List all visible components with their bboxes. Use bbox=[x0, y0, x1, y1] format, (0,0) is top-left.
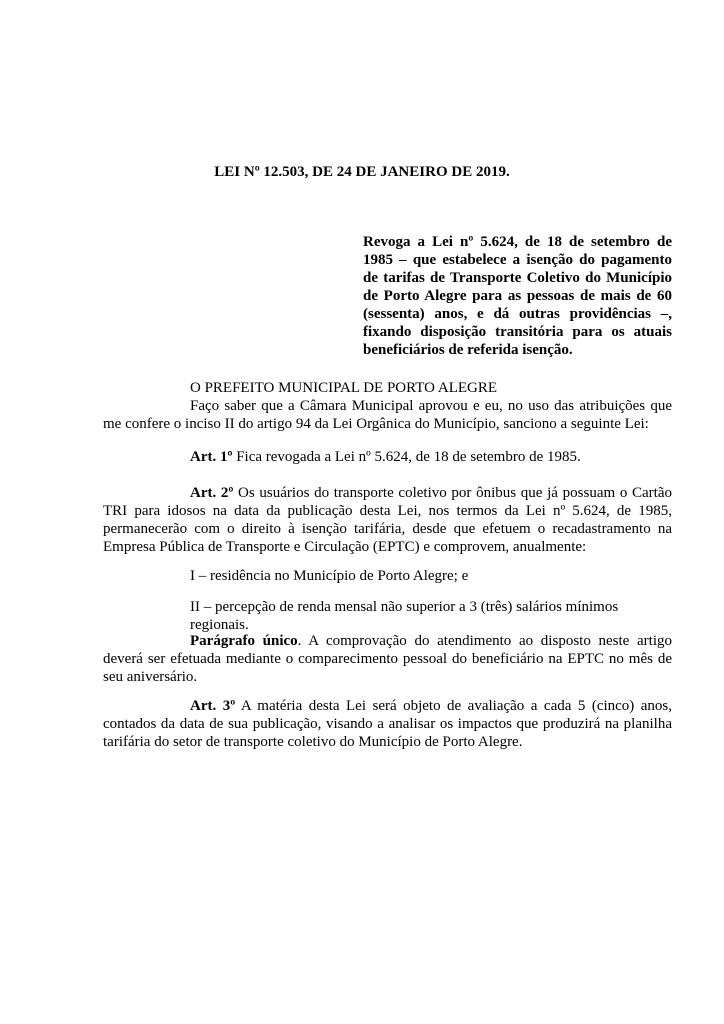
article-2-label: Art. 2º bbox=[190, 485, 234, 501]
item-i-text: I – residência no Município de Porto Alegre; e bbox=[190, 568, 469, 584]
law-title: LEI Nº 12.503, DE 24 DE JANEIRO DE 2019. bbox=[214, 164, 510, 180]
article-2-text: Os usuários do transporte coletivo por ônibus que já possuam o Cartão TRI para idosos na data da publicação desta Lei, nos termos da Lei nº 5.624, de 1985, permanecerão com o direito à isenção tarifária, desde que efetuem o recadastramento na Empresa Pública de Transporte e Circulação (EPTC) e comprovem, anualmente: bbox=[103, 485, 672, 555]
preamble-heading: O PREFEITO MUNICIPAL DE PORTO ALEGRE bbox=[190, 380, 498, 396]
preamble bbox=[103, 379, 672, 433]
article-1-text: Fica revogada a Lei nº 5.624, de 18 de setembro de 1985. bbox=[232, 449, 581, 465]
article-2-item-ii bbox=[103, 598, 672, 634]
sole-paragraph-label: Parágrafo único bbox=[190, 633, 298, 649]
article-3-text: A matéria desta Lei será objeto de avaliação a cada 5 (cinco) anos, contados da data de sua publicação, visando a analisar os impactos que produzirá na planilha tarifária do setor de transporte coletivo do Município de Porto Alegre. bbox=[103, 698, 673, 750]
article-1-label: Art. 1º bbox=[190, 449, 233, 465]
preamble-text: Faço saber que a Câmara Municipal aprovou e eu, no uso das atribuições que me confere o inciso II do artigo 94 da Lei Orgânica do Município, sanciono a seguinte Lei: bbox=[103, 398, 672, 432]
article-2-sole-paragraph bbox=[103, 632, 672, 686]
article-3-label: Art. 3º bbox=[190, 698, 236, 714]
article-3-paragraph bbox=[103, 697, 672, 751]
sole-paragraph bbox=[103, 632, 672, 686]
item-ii-text: II – percepção de renda mensal não superior a 3 (três) salários mínimos regionais. bbox=[190, 599, 619, 633]
law-summary: Revoga a Lei nº 5.624, de 18 de setembro de 1985 – que estabelece a isenção do pagamento de tarifas de Transporte Coletivo do Município de Porto Alegre para as pessoas de mais de 60 (sessenta) anos, e dá outras providências –, fixando disposição transitória para os atuais beneficiários de referida isenção. bbox=[363, 234, 672, 358]
article-1 bbox=[103, 448, 672, 466]
sole-paragraph-text: . A comprovação do atendimento ao disposto neste artigo deverá ser efetuada mediante o comparecimento pessoal do beneficiário na EPTC no mês de seu aniversário. bbox=[103, 633, 672, 685]
article-2-paragraph bbox=[103, 484, 672, 556]
article-3 bbox=[103, 697, 672, 751]
article-2-item-i bbox=[103, 567, 672, 585]
article-1-paragraph bbox=[103, 448, 672, 466]
article-2 bbox=[103, 484, 672, 556]
